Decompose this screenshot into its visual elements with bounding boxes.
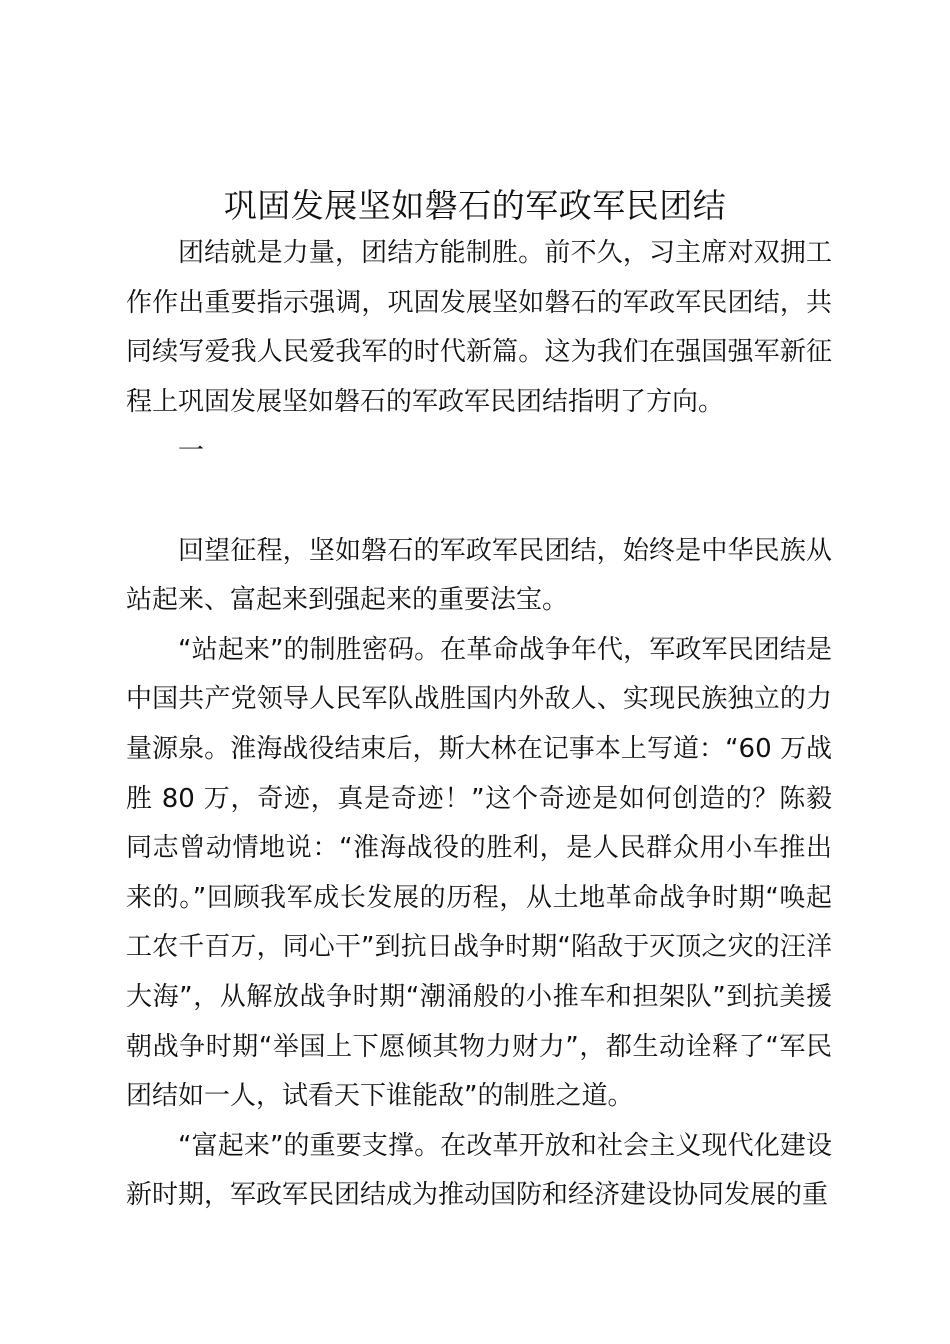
document-title: 巩固发展坚如磐石的军政军民团结 [223,186,727,225]
section-number: 一 [178,436,205,467]
document-body [126,229,832,1221]
paragraph-review: 回望征程，坚如磐石的军政军民团结，始终是中华民族从站起来、富起来到强起来的重要法宝。 [126,535,832,616]
paragraph-get-rich: “富起来”的重要支撑。在改革开放和社会主义现代化建设新时期，军政军民团结成为推动国防和经济建设协同发展的重 [126,1130,832,1211]
paragraph-stand-up: “站起来”的制胜密码。在革命战争年代，军政军民团结是中国共产党领导人民军队战胜国内外敌人、实现民族独立的力量源泉。淮海战役结束后，斯大林在记事本上写道：“60 万战胜 80 万，奇迹，真是奇迹！”这个奇迹是如何创造的？陈毅同志曾动情地说：“淮海战役的胜利，是人民群众用小车推出来的。”回顾我军成长发展的历程，从土地革命战争时期“唤起工农千百万，同心干”到抗日战争时期“陷敌于灭顶之灾的汪洋大海”，从解放战争时期“潮涌般的小推车和担架队”到抗美援朝战争时期“举国上下愿倾其物力财力”，都生动诠释了“军民团结如一人，试看天下谁能敌”的制胜之道。 [126,634,832,1112]
paragraph-intro: 团结就是力量，团结方能制胜。前不久，习主席对双拥工作作出重要指示强调，巩固发展坚如磐石的军政军民团结，共同续写爱我人民爱我军的时代新篇。这为我们在强国强军新征程上巩固发展坚如磐石的军政军民团结指明了方向。 [126,238,832,417]
